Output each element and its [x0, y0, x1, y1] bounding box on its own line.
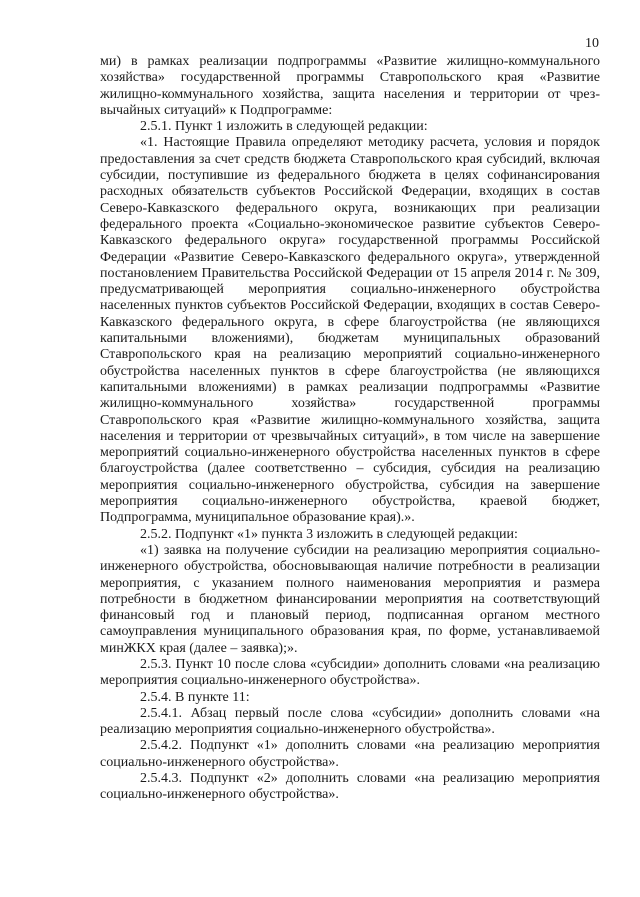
paragraph-2-5-1: 2.5.1. Пункт 1 изложить в следующей редакции: — [140, 119, 428, 135]
document-body — [100, 54, 600, 804]
paragraph-rule-1-text: «1. Настоящие Правила определяют методику расчета, условия и порядок предоставления за счет средств бюджета Ставропольского края субсидий, включая субсидии, поступившие из федерального бюджета в целях софинансирования расходных обязательств субъектов Российской Федерации, входящих в состав Северо-Кавказского федерального округа, возникающих при реализации федерального проекта «Социально-экономическое развитие субъектов Северо-Кавказского федерального округа» государственной программы Российской Федерации «Развитие Северо-Кавказского федерального округа», утвержденной постановлением Правительства Российской Федерации от 15 апреля 2014 г. № 309, предусматривающей мероприятия социально-инженерного обустройства населенных пунктов субъектов Российской Федерации, входящих в состав Северо-Кавказского федерального округа, в сфере благоустройства (не являющихся капитальными вложениями), бюджетам муниципальных образований Ставропольского края на реализацию мероприятий социально-инженерного обустройства населенных пунктов в сфере благоустройства (не являющихся капитальными вложениями) в рамках реализации подпрограммы «Развитие жилищно-коммунального хозяйства» государственной программы Ставропольского края «Развитие жилищно-коммунального хозяйства, защита населения и территории от чрезвычайных ситуаций», в том числе на завершение мероприятий социально-инженерного обустройства населенных пунктов в сфере благоустройства (далее соответственно – субсидия, субсидия на реализацию мероприятия социально-инженерного обустройства, субсидия на завершение мероприятия социально-инженерного обустройства, краевой бюджет, Подпрограмма, муниципальное образование края).». — [100, 135, 600, 526]
paragraph-2-5-4-1: 2.5.4.1. Абзац первый после слова «субсидии» дополнить словами «на реализацию мероприятия социально-инженерного обустройства». — [100, 705, 600, 738]
page-number: 10 — [585, 36, 599, 51]
paragraph-intro-continuation: ми) в рамках реализации подпрограммы «Развитие жилищно-коммунального хозяйства» государственной программы Ставропольского края «Развитие жилищно-коммунального хозяйства, защита населения и территории от чрез-вычайных ситуаций» к Подпрограмме: — [100, 54, 600, 118]
paragraph-subitem-1-text: «1) заявка на получение субсидии на реализацию мероприятия социально-инженерного обустройства, обосновывающая наличие потребности в реализации мероприятия, с указанием полного наименования мероприятия и размера потребности в бюджетном финансировании мероприятия на соответствующий финансовый год и плановый период, подписанная органом местного самоуправления муниципального образования края, по форме, устанавливаемой минЖКХ края (далее – заявка);». — [100, 542, 600, 656]
paragraph-2-5-3: 2.5.3. Пункт 10 после слова «субсидии» дополнить словами «на реализацию мероприятия социально-инженерного обустройства». — [100, 656, 600, 689]
paragraph-2-5-4-2: 2.5.4.2. Подпункт «1» дополнить словами «на реализацию мероприятия социально-инженерного обустройства». — [100, 738, 600, 770]
paragraph-2-5-2: 2.5.2. Подпункт «1» пункта 3 изложить в следующей редакции: — [140, 526, 518, 542]
paragraph-2-5-4-3: 2.5.4.3. Подпункт «2» дополнить словами «на реализацию мероприятия социально-инженерного обустройства». — [100, 771, 600, 803]
paragraph-2-5-4: 2.5.4. В пункте 11: — [140, 689, 250, 705]
